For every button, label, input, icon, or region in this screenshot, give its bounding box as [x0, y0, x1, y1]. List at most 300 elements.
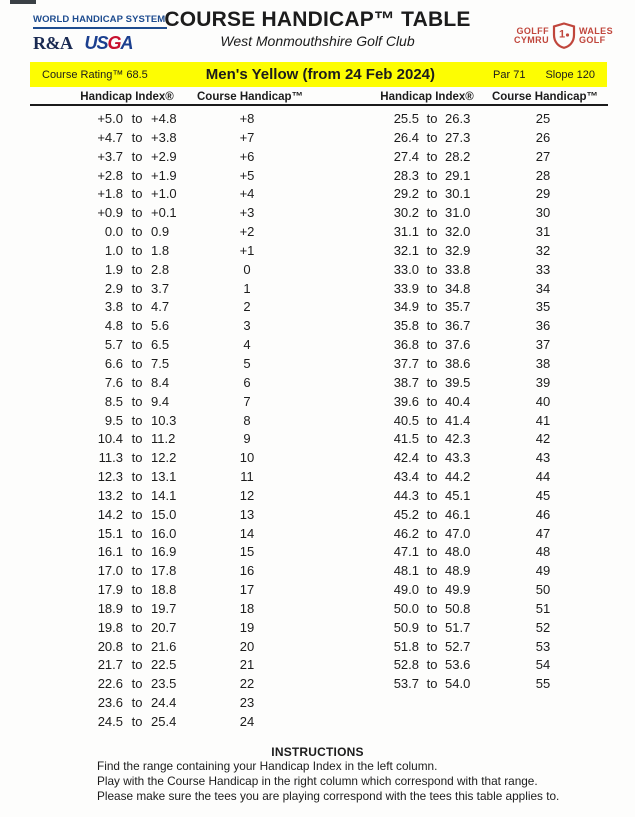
- handicap-index-low: 32.1: [393, 242, 419, 258]
- handicap-index-high: 23.5: [151, 676, 177, 692]
- range-to-label: to: [131, 676, 143, 692]
- handicap-index-low: 29.2: [393, 186, 419, 202]
- slope-label: Slope 120: [545, 68, 595, 81]
- handicap-index-low: 53.7: [393, 676, 419, 692]
- handicap-index-low: 51.8: [393, 638, 419, 654]
- handicap-index-low: 50.0: [393, 600, 419, 616]
- range-to-label: to: [426, 167, 438, 183]
- course-handicap-value: 22: [239, 676, 255, 692]
- range-to-label: to: [131, 111, 143, 126]
- course-handicap-value: 5: [243, 355, 251, 371]
- course-handicap-value: 1: [243, 280, 251, 296]
- svg-text:1: 1: [558, 28, 566, 41]
- table-row: [330, 204, 568, 223]
- table-row: [330, 543, 568, 562]
- range-to-label: to: [426, 487, 438, 503]
- handicap-index-low: 44.3: [393, 487, 419, 503]
- table-row: [30, 242, 269, 261]
- course-handicap-value: 37: [535, 337, 551, 353]
- course-handicap-value: 27: [535, 148, 551, 164]
- table-row: [30, 393, 269, 412]
- range-to-label: to: [131, 261, 143, 277]
- course-handicap-value: 54: [535, 657, 551, 673]
- handicap-index-high: 38.6: [445, 355, 471, 371]
- handicap-table-left: [30, 110, 269, 732]
- table-row: [30, 619, 269, 638]
- table-row: [330, 638, 568, 657]
- handicap-index-low: 46.2: [393, 525, 419, 541]
- table-row: [330, 148, 568, 167]
- table-row: [330, 449, 568, 468]
- table-row: [330, 412, 568, 431]
- course-handicap-value: 52: [535, 619, 551, 635]
- table-row: [30, 468, 269, 487]
- course-handicap-value: 35: [535, 299, 551, 315]
- handicap-index-high: 24.4: [151, 695, 177, 711]
- range-to-label: to: [131, 638, 143, 654]
- course-handicap-value: 21: [239, 657, 255, 673]
- handicap-index-high: 10.3: [151, 412, 177, 428]
- table-header-rule: [30, 104, 608, 106]
- course-handicap-value: 29: [535, 186, 551, 202]
- course-handicap-value: 3: [243, 318, 251, 334]
- table-row: [330, 393, 568, 412]
- handicap-index-low: 16.1: [97, 544, 123, 560]
- table-row: [330, 656, 568, 675]
- course-handicap-value: 45: [535, 487, 551, 503]
- handicap-index-high: 2.8: [151, 261, 170, 277]
- range-to-label: to: [426, 469, 438, 485]
- instruction-line: Please make sure the tees you are playing correspond with the tees this table applies to.: [97, 789, 560, 804]
- handicap-index-low: 24.5: [97, 714, 123, 729]
- handicap-table-right: [330, 110, 568, 694]
- handicap-index-high: 13.1: [151, 469, 177, 485]
- range-to-label: to: [426, 412, 438, 428]
- course-handicap-value: 51: [535, 600, 551, 616]
- course-handicap-value: 26: [535, 129, 551, 145]
- handicap-index-high: 18.8: [151, 582, 177, 598]
- handicap-index-high: 22.5: [151, 657, 177, 673]
- handicap-index-low: 34.9: [393, 299, 419, 315]
- range-to-label: to: [426, 506, 438, 522]
- handicap-index-high: 48.0: [445, 544, 471, 560]
- handicap-index-low: 40.5: [393, 412, 419, 428]
- handicap-index-low: 47.1: [393, 544, 419, 560]
- table-row: [330, 167, 568, 186]
- table-row: [330, 261, 568, 280]
- handicap-index-high: 14.1: [151, 487, 177, 503]
- wales-golf-logo: [514, 22, 613, 49]
- range-to-label: to: [131, 431, 143, 447]
- table-row: [30, 336, 269, 355]
- range-to-label: to: [426, 544, 438, 560]
- table-row: [330, 110, 568, 129]
- range-to-label: to: [426, 148, 438, 164]
- course-handicap-value: 9: [243, 431, 251, 447]
- course-handicap-value: +6: [239, 148, 255, 164]
- handicap-index-high: 42.3: [445, 431, 471, 447]
- table-row: [30, 374, 269, 393]
- range-to-label: to: [131, 242, 143, 258]
- handicap-index-low: 38.7: [393, 374, 419, 390]
- course-handicap-value: 40: [535, 393, 551, 409]
- course-handicap-value: 19: [239, 619, 255, 635]
- handicap-index-low: +0.9: [97, 205, 123, 221]
- course-handicap-value: 2: [243, 299, 251, 315]
- range-to-label: to: [426, 638, 438, 654]
- handicap-index-high: 50.8: [445, 600, 471, 616]
- course-handicap-value: 46: [535, 506, 551, 522]
- range-to-label: to: [131, 563, 143, 579]
- wales-logo-golff: GOLFF: [516, 25, 549, 36]
- table-row: [30, 581, 269, 600]
- handicap-index-high: 9.4: [151, 393, 170, 409]
- table-row: [30, 317, 269, 336]
- course-handicap-value: +8: [239, 111, 255, 126]
- handicap-index-high: 32.0: [445, 224, 471, 240]
- handicap-index-low: 9.5: [104, 412, 123, 428]
- range-to-label: to: [426, 111, 438, 126]
- table-row: [330, 525, 568, 544]
- course-handicap-value: 7: [243, 393, 251, 409]
- handicap-index-low: 36.8: [393, 337, 419, 353]
- handicap-index-low: 8.5: [104, 393, 123, 409]
- course-handicap-value: 11: [240, 469, 254, 485]
- wales-logo-wales: WALES: [578, 25, 613, 36]
- range-to-label: to: [426, 525, 438, 541]
- table-row: [330, 675, 568, 694]
- range-to-label: to: [131, 506, 143, 522]
- handicap-index-high: +1.9: [151, 167, 177, 183]
- range-to-label: to: [131, 393, 143, 409]
- course-handicap-value: +1: [239, 242, 255, 258]
- handicap-index-high: 16.0: [151, 525, 177, 541]
- course-handicap-value: 32: [535, 242, 551, 258]
- handicap-index-high: 28.2: [445, 148, 471, 164]
- handicap-index-high: +3.8: [151, 129, 177, 145]
- handicap-index-high: +1.0: [151, 186, 177, 202]
- handicap-index-high: 26.3: [445, 111, 471, 126]
- table-row: [30, 167, 269, 186]
- range-to-label: to: [131, 148, 143, 164]
- handicap-index-high: 53.6: [445, 657, 471, 673]
- handicap-index-low: 13.2: [97, 487, 123, 503]
- handicap-index-low: 15.1: [97, 525, 123, 541]
- handicap-index-low: 11.3: [98, 450, 123, 466]
- table-row: [30, 355, 269, 374]
- table-row: [30, 487, 269, 506]
- handicap-index-high: 54.0: [445, 676, 471, 692]
- handicap-index-high: +2.9: [151, 148, 177, 164]
- range-to-label: to: [426, 582, 438, 598]
- handicap-index-low: 33.9: [393, 280, 419, 296]
- handicap-index-low: +5.0: [97, 111, 123, 126]
- course-handicap-value: 36: [535, 318, 551, 334]
- table-row: [30, 562, 269, 581]
- table-row: [30, 280, 269, 299]
- handicap-index-high: 51.7: [445, 619, 471, 635]
- range-to-label: to: [131, 318, 143, 334]
- table-row: [330, 185, 568, 204]
- handicap-index-high: 15.0: [151, 506, 177, 522]
- course-handicap-value: +5: [239, 167, 255, 183]
- handicap-index-high: 33.8: [445, 261, 471, 277]
- table-row: [30, 185, 269, 204]
- course-handicap-value: 48: [535, 544, 551, 560]
- instruction-line: Find the range containing your Handicap Index in the left column.: [97, 759, 438, 773]
- handicap-index-low: 20.8: [97, 638, 123, 654]
- range-to-label: to: [131, 487, 143, 503]
- range-to-label: to: [131, 714, 143, 729]
- table-row: [30, 675, 269, 694]
- table-row: [30, 129, 269, 148]
- range-to-label: to: [131, 450, 143, 466]
- range-to-label: to: [131, 657, 143, 673]
- range-to-label: to: [131, 695, 143, 711]
- handicap-index-low: 31.1: [393, 224, 419, 240]
- range-to-label: to: [131, 280, 143, 296]
- range-to-label: to: [426, 129, 438, 145]
- par-label: Par 71: [493, 68, 526, 81]
- table-row: [30, 261, 269, 280]
- course-handicap-value: 12: [239, 487, 255, 503]
- course-handicap-value: 55: [535, 676, 551, 692]
- column-header-handicap-index-right: Handicap Index®: [380, 91, 474, 103]
- table-row: [330, 317, 568, 336]
- handicap-index-low: 2.9: [104, 280, 123, 296]
- table-row: [30, 110, 269, 129]
- table-row: [330, 619, 568, 638]
- course-handicap-value: 17: [239, 582, 255, 598]
- handicap-index-high: 41.4: [445, 412, 471, 428]
- handicap-index-high: 12.2: [151, 450, 177, 466]
- tee-title: Men's Yellow (from 24 Feb 2024): [205, 66, 436, 83]
- table-row: [330, 355, 568, 374]
- handicap-index-low: 49.0: [393, 582, 419, 598]
- handicap-index-high: 48.9: [445, 563, 471, 579]
- handicap-index-high: 39.5: [445, 374, 471, 390]
- range-to-label: to: [131, 525, 143, 541]
- handicap-index-low: 28.3: [393, 167, 419, 183]
- table-row: [330, 468, 568, 487]
- course-handicap-value: 10: [239, 450, 255, 466]
- handicap-index-low: 3.8: [104, 299, 123, 315]
- range-to-label: to: [426, 657, 438, 673]
- course-handicap-value: 14: [239, 525, 255, 541]
- course-handicap-value: 0: [243, 261, 251, 277]
- handicap-index-low: 17.9: [97, 582, 123, 598]
- handicap-index-low: 1.0: [104, 242, 123, 258]
- handicap-index-low: 23.6: [97, 695, 123, 711]
- table-row: [330, 280, 568, 299]
- table-row: [30, 223, 269, 242]
- handicap-index-low: 42.4: [393, 450, 419, 466]
- handicap-index-low: 14.2: [97, 506, 123, 522]
- handicap-index-high: 17.8: [151, 563, 177, 579]
- range-to-label: to: [426, 450, 438, 466]
- handicap-index-high: 47.0: [445, 525, 471, 541]
- handicap-index-low: +3.7: [97, 148, 123, 164]
- table-row: [30, 656, 269, 675]
- table-row: [330, 562, 568, 581]
- course-handicap-value: 6: [243, 374, 251, 390]
- handicap-index-high: 31.0: [445, 205, 471, 221]
- handicap-index-low: 50.9: [393, 619, 419, 635]
- handicap-index-high: 35.7: [445, 299, 471, 315]
- page-title: COURSE HANDICAP™ TABLE: [164, 8, 471, 31]
- range-to-label: to: [426, 242, 438, 258]
- handicap-index-high: 43.3: [445, 450, 471, 466]
- tee-info-bar: [30, 62, 607, 87]
- column-header-course-handicap-left: Course Handicap™: [197, 91, 304, 103]
- range-to-label: to: [426, 374, 438, 390]
- usga-logo-us: US: [84, 33, 108, 53]
- range-to-label: to: [131, 224, 143, 240]
- handicap-index-high: 49.9: [445, 582, 471, 598]
- table-row: [330, 487, 568, 506]
- course-handicap-value: 38: [535, 355, 551, 371]
- handicap-index-high: 20.7: [151, 619, 177, 635]
- table-row: [330, 223, 568, 242]
- usga-logo-a: A: [120, 33, 133, 53]
- table-row: [30, 449, 269, 468]
- usga-logo-g: G: [107, 33, 121, 53]
- course-handicap-value: 16: [239, 563, 255, 579]
- table-row: [330, 298, 568, 317]
- course-handicap-value: 18: [239, 600, 255, 616]
- range-to-label: to: [426, 224, 438, 240]
- course-handicap-value: 44: [535, 469, 551, 485]
- instructions-text: [97, 759, 605, 805]
- handicap-index-low: 17.0: [97, 563, 123, 579]
- range-to-label: to: [131, 544, 143, 560]
- handicap-index-low: 4.8: [104, 318, 123, 334]
- handicap-index-high: 8.4: [151, 374, 170, 390]
- table-row: [330, 374, 568, 393]
- wales-logo-cymru: CYMRU: [513, 34, 549, 45]
- handicap-index-low: 45.2: [393, 506, 419, 522]
- handicap-index-high: 36.7: [445, 318, 471, 334]
- handicap-index-low: 27.4: [393, 148, 419, 164]
- range-to-label: to: [131, 355, 143, 371]
- table-row: [330, 581, 568, 600]
- range-to-label: to: [426, 355, 438, 371]
- range-to-label: to: [426, 676, 438, 692]
- table-row: [330, 336, 568, 355]
- club-name-subtitle: West Monmouthshire Golf Club: [220, 33, 415, 49]
- range-to-label: to: [131, 412, 143, 428]
- range-to-label: to: [131, 205, 143, 221]
- handicap-index-low: 26.4: [393, 129, 419, 145]
- handicap-index-high: 16.9: [151, 544, 177, 560]
- handicap-index-low: 19.8: [97, 619, 123, 635]
- handicap-index-high: 27.3: [445, 129, 471, 145]
- course-handicap-value: 50: [535, 582, 551, 598]
- handicap-index-high: 45.1: [445, 487, 471, 503]
- table-row: [30, 713, 269, 732]
- handicap-index-high: 25.4: [151, 714, 177, 729]
- course-handicap-value: 33: [535, 261, 551, 277]
- range-to-label: to: [426, 619, 438, 635]
- handicap-index-high: 37.6: [445, 337, 471, 353]
- handicap-index-low: 0.0: [104, 224, 123, 240]
- handicap-index-low: 30.2: [393, 205, 419, 221]
- column-header-course-handicap-right: Course Handicap™: [491, 91, 599, 103]
- table-row: [30, 506, 269, 525]
- handicap-index-low: 41.5: [393, 431, 419, 447]
- course-handicap-value: 53: [535, 638, 551, 654]
- wales-golf-shield-icon: [552, 22, 576, 49]
- handicap-index-high: +0.1: [151, 205, 177, 221]
- range-to-label: to: [131, 619, 143, 635]
- handicap-index-high: 44.2: [445, 469, 471, 485]
- course-handicap-value: +2: [239, 224, 255, 240]
- handicap-index-low: 52.8: [393, 657, 419, 673]
- range-to-label: to: [131, 186, 143, 202]
- handicap-index-low: 5.7: [104, 337, 123, 353]
- course-handicap-value: 25: [535, 111, 551, 126]
- handicap-index-high: 46.1: [445, 506, 471, 522]
- column-header-handicap-index-left: Handicap Index®: [80, 91, 174, 103]
- handicap-index-high: 19.7: [151, 600, 177, 616]
- randa-logo: R&A: [33, 33, 73, 53]
- course-handicap-value: 24: [239, 714, 255, 729]
- table-row: [30, 543, 269, 562]
- range-to-label: to: [131, 600, 143, 616]
- handicap-index-low: 22.6: [97, 676, 123, 692]
- handicap-index-low: 35.8: [393, 318, 419, 334]
- range-to-label: to: [426, 205, 438, 221]
- handicap-index-low: 10.4: [97, 431, 123, 447]
- course-handicap-value: 28: [535, 167, 551, 183]
- range-to-label: to: [426, 393, 438, 409]
- range-to-label: to: [131, 129, 143, 145]
- handicap-index-high: 34.8: [445, 280, 471, 296]
- table-row: [30, 638, 269, 657]
- course-handicap-value: 34: [535, 280, 551, 296]
- handicap-index-high: 29.1: [445, 167, 471, 183]
- table-row: [330, 242, 568, 261]
- handicap-index-low: 43.4: [393, 469, 419, 485]
- table-row: [30, 694, 269, 713]
- handicap-index-low: +1.8: [97, 186, 123, 202]
- handicap-index-high: 4.7: [151, 299, 170, 315]
- handicap-index-high: 21.6: [151, 638, 177, 654]
- range-to-label: to: [426, 261, 438, 277]
- course-handicap-value: 49: [535, 563, 551, 579]
- course-handicap-value: 20: [239, 638, 255, 654]
- table-row: [330, 600, 568, 619]
- range-to-label: to: [131, 299, 143, 315]
- table-row: [330, 129, 568, 148]
- course-handicap-value: 8: [243, 412, 251, 428]
- range-to-label: to: [131, 469, 143, 485]
- course-handicap-value: 31: [535, 224, 551, 240]
- course-handicap-value: 47: [535, 525, 551, 541]
- course-handicap-value: 23: [239, 695, 255, 711]
- range-to-label: to: [426, 600, 438, 616]
- range-to-label: to: [131, 374, 143, 390]
- course-rating-label: Course Rating™ 68.5: [42, 68, 148, 81]
- handicap-index-high: 1.8: [151, 242, 170, 258]
- range-to-label: to: [131, 582, 143, 598]
- handicap-index-low: 12.3: [97, 469, 123, 485]
- handicap-index-low: 33.0: [393, 261, 419, 277]
- table-row: [30, 430, 269, 449]
- handicap-index-low: 18.9: [97, 600, 123, 616]
- handicap-index-low: 39.6: [393, 393, 419, 409]
- handicap-index-low: 25.5: [393, 111, 419, 126]
